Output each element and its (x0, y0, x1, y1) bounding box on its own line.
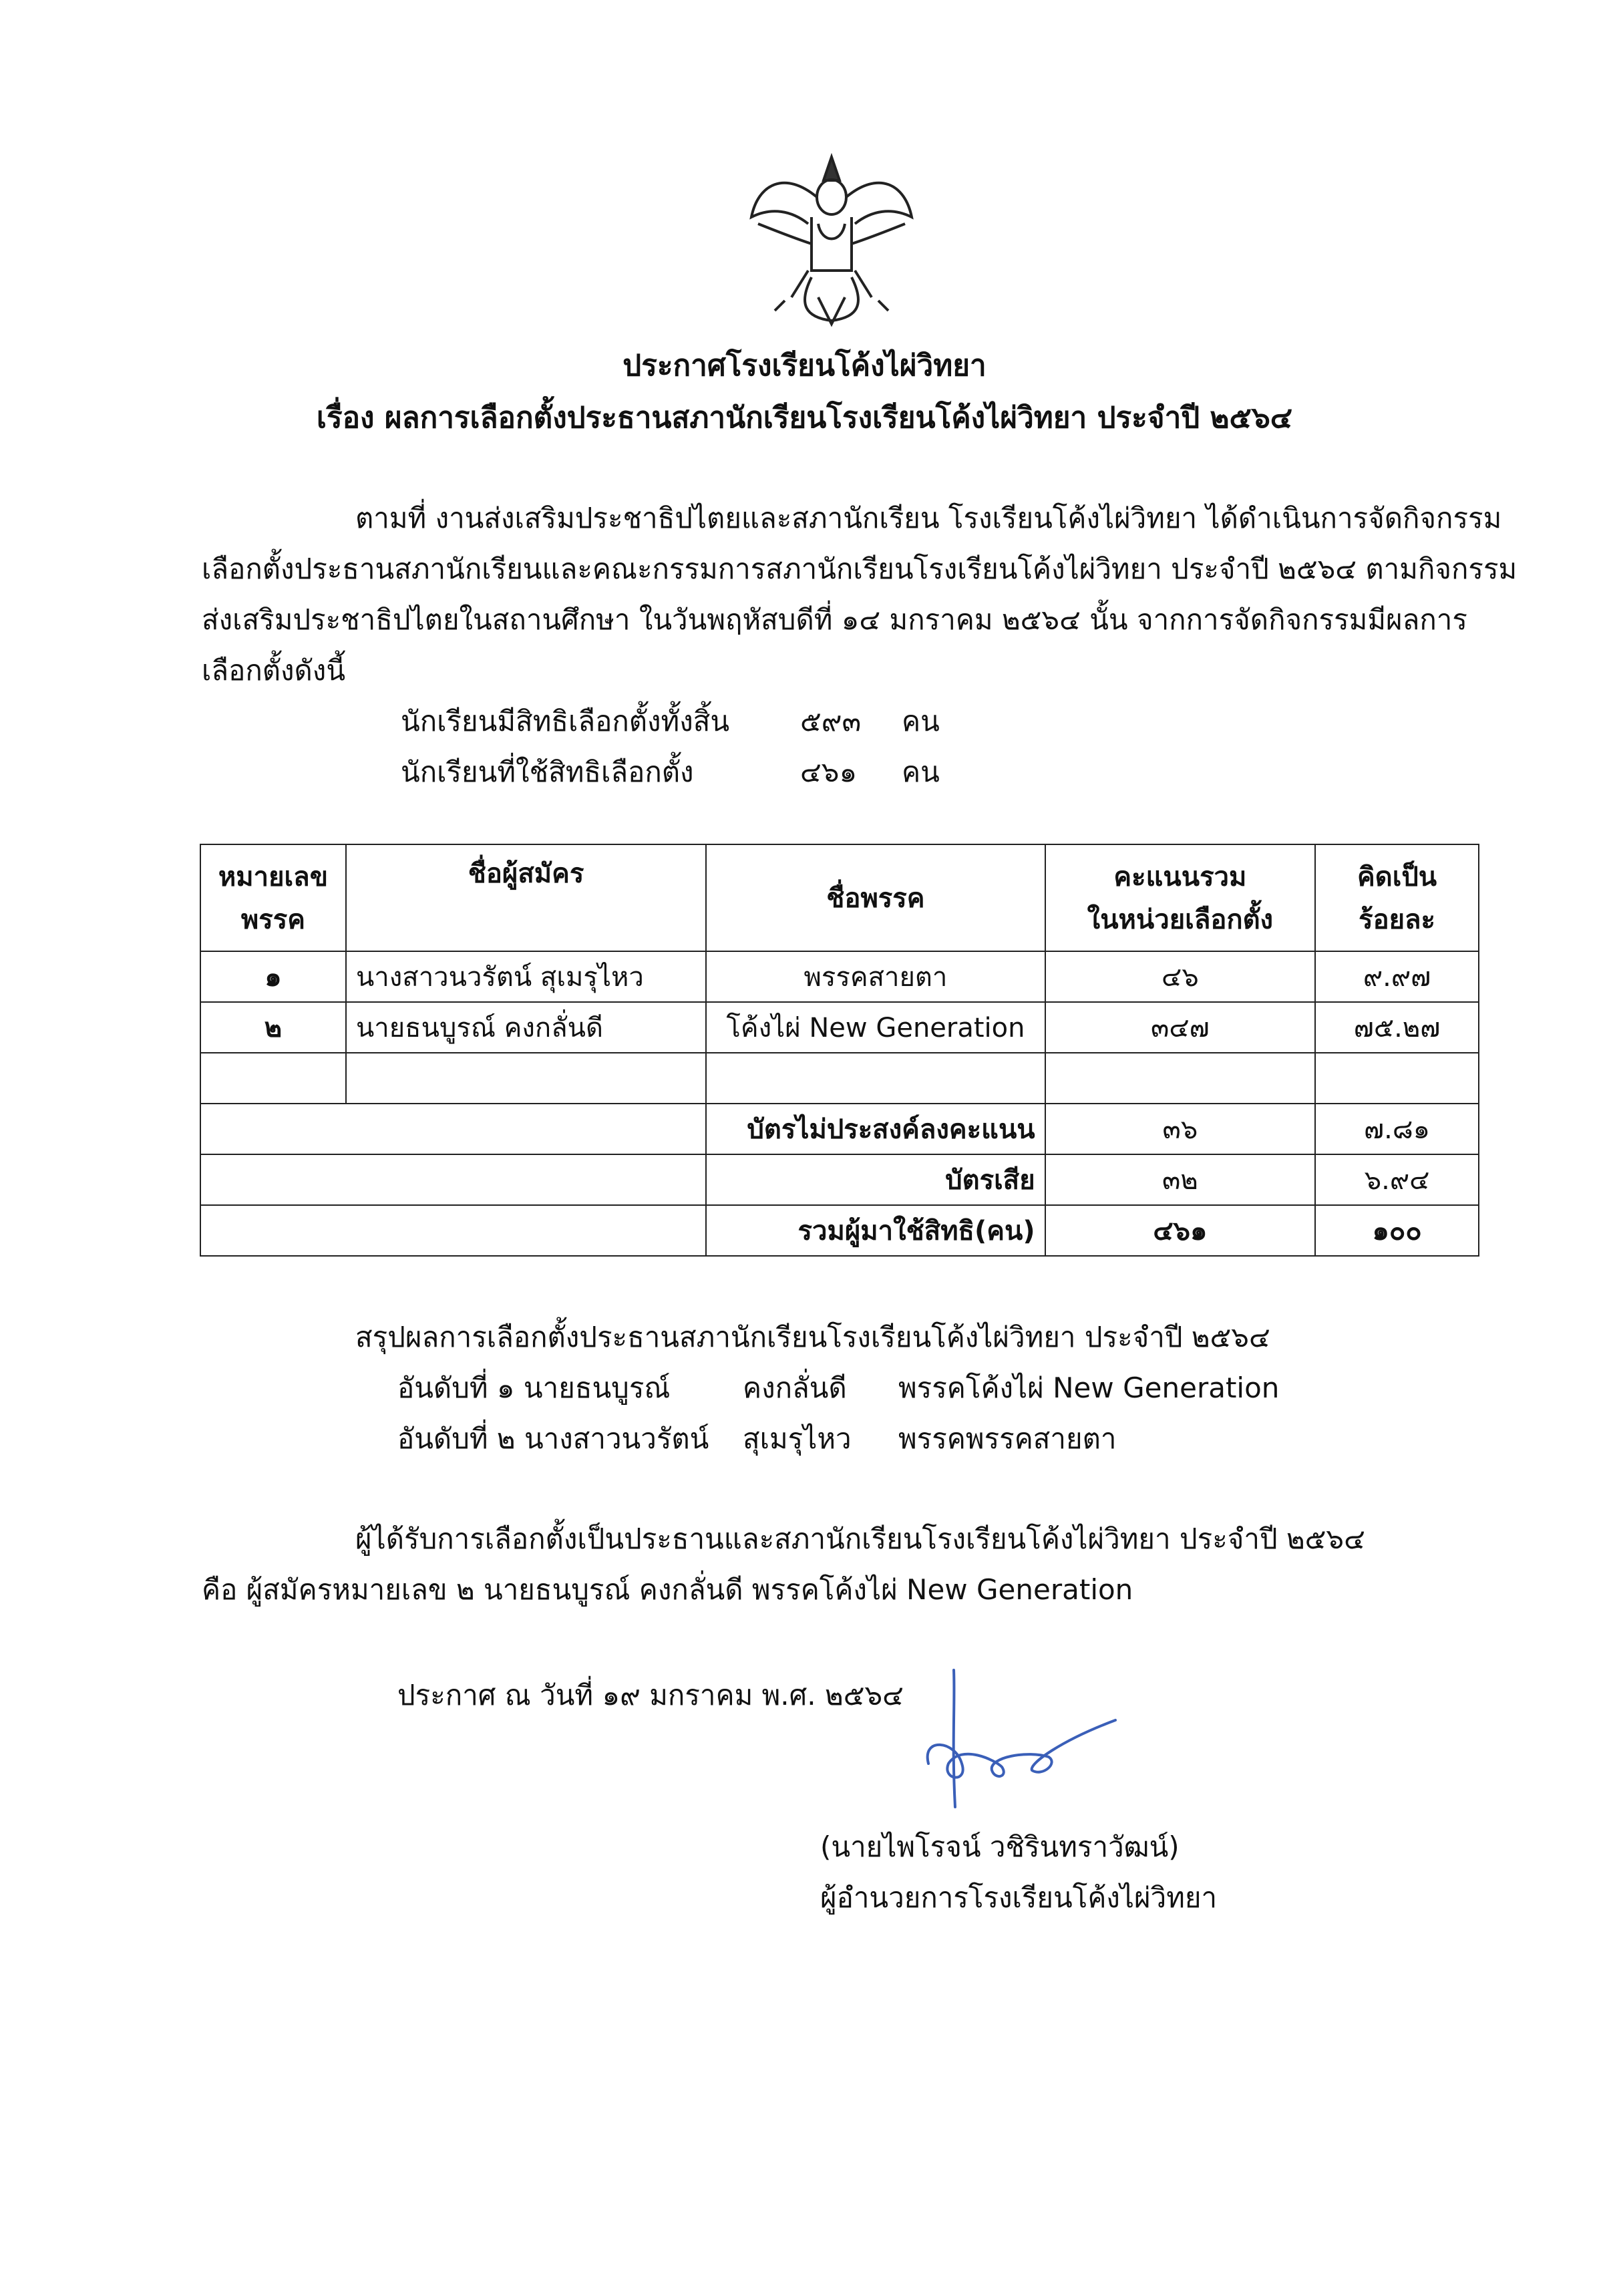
header-votes-line1: คะแนนรวม (1113, 862, 1247, 892)
header-percent-line1: คิดเป็น (1357, 862, 1437, 892)
voted-value: ๔๖๑ (800, 756, 858, 788)
empty-cell (200, 1053, 346, 1104)
header-party-name: ชื่อพรรค (706, 844, 1045, 951)
elected-line-1: ผู้ได้รับการเลือกตั้งเป็นประธานและสภานักเรียนโรงเรียนโค้งไผ่วิทยา ประจำปี ๒๕๖๔ (355, 1522, 1365, 1555)
rank1-label: อันดับที่ ๑ นายธนบูรณ์ (397, 1371, 671, 1404)
empty-cell (346, 1053, 706, 1104)
announcement-subject: เรื่อง ผลการเลือกตั้งประธานสภานักเรียนโรงเรียนโค้งไผ่วิทยา ประจำปี ๒๕๖๔ (316, 401, 1293, 435)
eligible-unit: คน (902, 705, 940, 737)
total-votes: ๔๖๑ (1045, 1205, 1315, 1256)
no-vote-percent: ๗.๘๑ (1315, 1104, 1479, 1154)
invalid-percent: ๖.๙๔ (1315, 1154, 1479, 1205)
rank2-party: พรรคพรรคสายตา (898, 1422, 1117, 1455)
table-row-invalid (200, 1154, 1479, 1205)
garuda-emblem-icon (745, 144, 918, 331)
header-percent-line2: ร้อยละ (1359, 905, 1436, 935)
eligible-value: ๕๙๓ (800, 705, 862, 737)
empty-cell (200, 1154, 706, 1205)
signer-title: ผู้อำนวยการโรงเรียนโค้งไผ่วิทยา (820, 1881, 1218, 1914)
empty-cell (200, 1205, 706, 1256)
empty-cell (200, 1104, 706, 1154)
voted-label: นักเรียนที่ใช้สิทธิเลือกตั้ง (401, 756, 694, 788)
rank2-label: อันดับที่ ๒ นางสาวนวรัตน์ (397, 1422, 709, 1455)
header-votes (1045, 844, 1315, 951)
table-row-no-vote (200, 1104, 1479, 1154)
body-line-4: เลือกตั้งดังนี้ (202, 654, 346, 687)
announcement-title: ประกาศโรงเรียนโค้งไผ่วิทยา (622, 349, 987, 383)
body-line-1: ตามที่ งานส่งเสริมประชาธิปไตยและสภานักเรียน โรงเรียนโค้งไผ่วิทยา ได้ดำเนินการจัดกิจกรรม (355, 502, 1502, 534)
header-votes-line2: ในหน่วยเลือกตั้ง (1087, 905, 1274, 935)
row-votes: ๓๔๗ (1045, 1002, 1315, 1053)
row-candidate-name: นางสาวนวรัตน์ สุเมรุไหว (346, 951, 706, 1002)
body-line-2: เลือกตั้งประธานสภานักเรียนและคณะกรรมการสภานักเรียนโรงเรียนโค้งไผ่วิทยา ประจำปี ๒๕๖๔ ตามกิจกรรม (202, 552, 1517, 585)
empty-cell (1045, 1053, 1315, 1104)
elected-line-2: คือ ผู้สมัครหมายเลข ๒ นายธนบูรณ์ คงกลั่นดี พรรคโค้งไผ่ New Generation (202, 1573, 1133, 1606)
no-vote-label: บัตรไม่ประสงค์ลงคะแนน (706, 1104, 1045, 1154)
row-party-number: ๒ (200, 1002, 346, 1053)
row-percent: ๗๕.๒๗ (1315, 1002, 1479, 1053)
row-votes: ๔๖ (1045, 951, 1315, 1002)
table-header-row (200, 844, 1479, 951)
table-row-total (200, 1205, 1479, 1256)
empty-cell (706, 1053, 1045, 1104)
rank1-surname: คงกลั่นดี (743, 1371, 847, 1404)
invalid-label: บัตรเสีย (706, 1154, 1045, 1205)
no-vote-votes: ๓๖ (1045, 1104, 1315, 1154)
header-candidate: ชื่อผู้สมัคร (346, 844, 706, 951)
header-party-number-line1: หมายเลข (218, 862, 329, 892)
table-row (200, 1002, 1479, 1053)
signer-name: (นายไพโรจน์ วชิรินทราวัฒน์) (820, 1830, 1180, 1863)
rank2-surname: สุเมรุไหว (743, 1422, 852, 1455)
announcement-date: ประกาศ ณ วันที่ ๑๙ มกราคม พ.ศ. ๒๕๖๔ (397, 1679, 904, 1711)
total-percent: ๑๐๐ (1315, 1205, 1479, 1256)
handwritten-signature-icon (915, 1663, 1129, 1817)
summary-title: สรุปผลการเลือกตั้งประธานสภานักเรียนโรงเรียนโค้งไผ่วิทยา ประจำปี ๒๕๖๔ (355, 1321, 1270, 1353)
table-row (200, 951, 1479, 1002)
header-percent (1315, 844, 1479, 951)
row-party-number: ๑ (200, 951, 346, 1002)
empty-cell (1315, 1053, 1479, 1104)
voted-unit: คน (902, 756, 940, 788)
header-party-number-line2: พรรค (240, 905, 306, 935)
row-candidate-name: นายธนบูรณ์ คงกลั่นดี (346, 1002, 706, 1053)
table-row-empty (200, 1053, 1479, 1104)
rank1-party: พรรคโค้งไผ่ New Generation (898, 1371, 1280, 1404)
invalid-votes: ๓๒ (1045, 1154, 1315, 1205)
header-party-number (200, 844, 346, 951)
total-label: รวมผู้มาใช้สิทธิ(คน) (706, 1205, 1045, 1256)
row-party-name: พรรคสายตา (706, 951, 1045, 1002)
row-percent: ๙.๙๗ (1315, 951, 1479, 1002)
row-party-name: โค้งไผ่ New Generation (706, 1002, 1045, 1053)
eligible-label: นักเรียนมีสิทธิเลือกตั้งทั้งสิ้น (401, 705, 730, 737)
results-table (200, 844, 1479, 1257)
body-line-3: ส่งเสริมประชาธิปไตยในสถานศึกษา ในวันพฤหัสบดีที่ ๑๔ มกราคม ๒๕๖๔ นั้น จากการจัดกิจกรรมมีผลการ (202, 603, 1467, 636)
